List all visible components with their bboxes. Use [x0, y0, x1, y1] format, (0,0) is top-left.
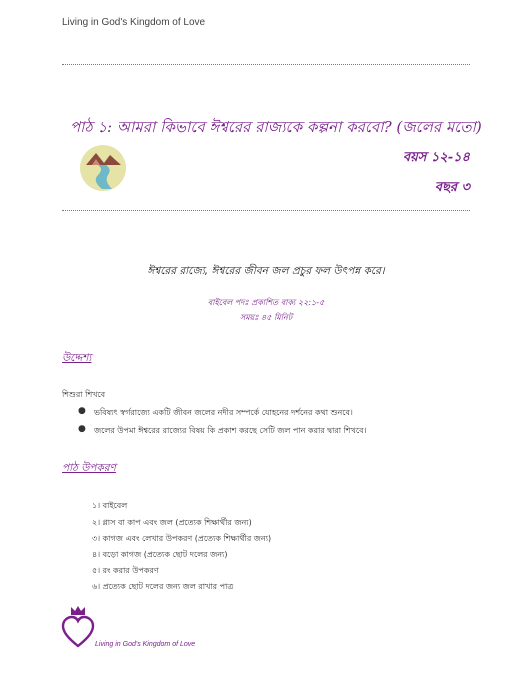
footer-text: Living in God's Kingdom of Love — [95, 641, 196, 648]
mountain-river-icon — [80, 145, 126, 191]
material-item: ২। গ্লাস বা কাপ এবং জল (প্রত্যেক শিক্ষার্থীর জন্য) — [92, 518, 252, 527]
bullet-icon: ● — [78, 424, 86, 434]
material-item: ৪। বড়ো কাগজ (প্রত্যেক ছোট দলের জন্য) — [92, 550, 228, 559]
crowned-heart-icon — [60, 604, 96, 648]
curriculum-year: বছর ৩ — [434, 180, 470, 195]
header-text: Living in God's Kingdom of Love — [62, 17, 206, 28]
materials-heading: পাঠ উপকরণ — [62, 462, 116, 474]
objectives-heading: উদ্দেশ্য — [62, 352, 92, 364]
lesson-title: পাঠ ১: আমরা কিভাবে ঈশ্বরের রাজ্যকে কল্পনা করবো? (জলের মতো) — [70, 118, 482, 136]
top-divider — [62, 64, 470, 65]
material-item: ১। বাইবেল — [92, 501, 128, 510]
objective-item: ● ভবিষ্যৎ স্বর্গরাজ্যে একটি জীবন জলের নদীর সম্পর্কে যোহনের দর্শনের কথা শুনবে। — [78, 406, 353, 417]
main-verse: ঈশ্বরের রাজ্যে, ঈশ্বরের জীবন জল প্রচুর ফল উৎপন্ন করে। — [147, 265, 385, 277]
title-divider — [62, 210, 470, 211]
bible-reference: বাইবেল পদঃ প্রকাশিত বাক্য ২২:১-৫ — [207, 298, 325, 307]
material-item: ৩। কাগজ এবং লেখার উপকরণ (প্রত্যেক শিক্ষার্থীর জন্য) — [92, 534, 272, 543]
lesson-duration: সময়ঃ ৪৫ মিনিট — [239, 313, 293, 322]
objective-item: ● জলের উপমা ঈশ্বরের রাজ্যের বিষয় কি প্রকাশ করছে সেটি জল পান করার দ্বারা শিখবে। — [78, 424, 367, 435]
material-item: ৬। প্রত্যেক ছোট দলের জন্য জল রাখার পাত্র — [92, 582, 234, 591]
bullet-icon: ● — [78, 406, 86, 416]
objectives-intro: শিশুরা শিখবে — [62, 390, 106, 399]
material-item: ৫। রং করার উপকরণ — [92, 566, 159, 575]
age-range: বয়স ১২-১৪ — [402, 150, 470, 165]
